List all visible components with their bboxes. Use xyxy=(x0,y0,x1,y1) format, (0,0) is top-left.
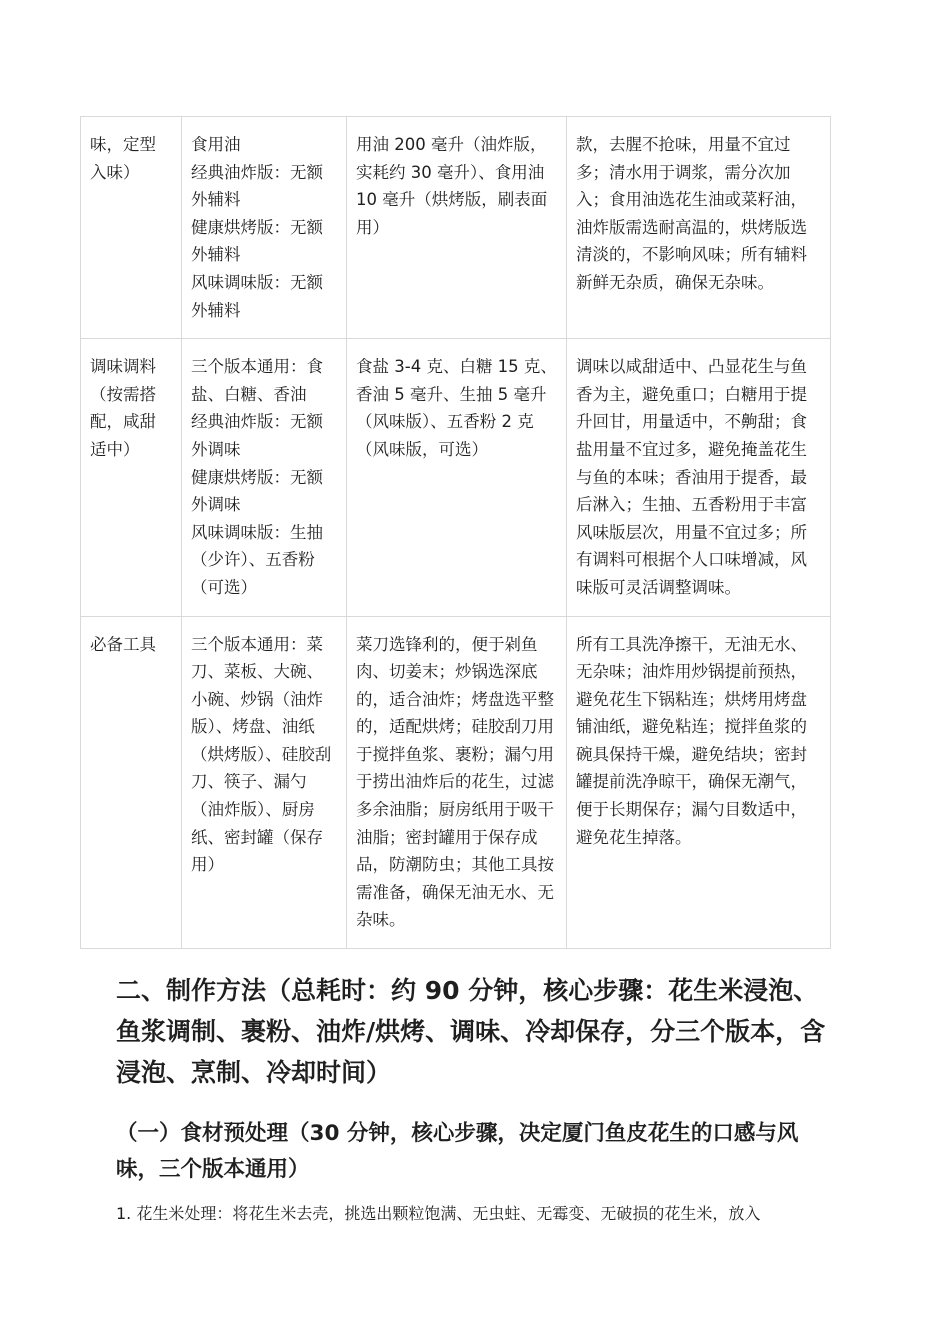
cell-text: 三个版本通用：菜刀、菜板、大碗、小碗、炒锅（油炸版）、烤盘、油纸（烘烤版）、硅胶刮刀、筷子、漏勺（油炸版）、厨房纸、密封罐（保存用） xyxy=(191,634,332,875)
cell-text: 用油 200 毫升（油炸版，实耗约 30 毫升）、食用油 10 毫升（烘烤版，刷表面用） xyxy=(356,135,548,237)
table-cell-ingredients xyxy=(182,117,347,339)
section-heading: 二、制作方法（总耗时：约 90 分钟，核心步骤：花生米浸泡、鱼浆调制、裹粉、油炸/烘烤、调味、冷却保存，分三个版本，含浸泡、烹制、冷却时间） xyxy=(116,976,826,1087)
table-cell-category xyxy=(81,616,182,949)
cell-text: 所有工具洗净擦干，无油无水、无杂味；油炸用炒锅提前预热，避免花生下锅粘连；烘烤用烤盘铺油纸，避免粘连；搅拌鱼浆的碗具保持干燥，避免结块；密封罐提前洗净晾干，确保无潮气，便于长期保存；漏勺目数适中，避免花生掉落。 xyxy=(576,634,807,847)
cell-text: 风味调味版：生抽（少许）、五香粉（可选） xyxy=(191,522,323,597)
table-cell-notes xyxy=(567,339,831,616)
cell-text: 调味以咸甜适中、凸显花生与鱼香为主，避免重口；白糖用于提升回甘，用量适中，不齁甜；食盐用量不宜过多，避免掩盖花生与鱼的本味；香油用于提香，最后淋入；生抽、五香粉用于丰富风味版层次，用量不宜过多；所有调料可根据个人口味增减，风味版可灵活调整调味。 xyxy=(576,357,807,597)
cell-text: 三个版本通用：食盐、白糖、香油 xyxy=(191,357,323,404)
table-cell-amount xyxy=(347,616,567,949)
table-row xyxy=(81,616,831,949)
cell-text: 调味调料（按需搭配，咸甜适中） xyxy=(90,357,156,459)
cell-text: 经典油炸版：无额外调味 xyxy=(191,412,323,459)
step-paragraph: 1. 花生米处理：将花生米去壳，挑选出颗粒饱满、无虫蛀、无霉变、无破损的花生米，放入 xyxy=(116,1204,761,1223)
cell-text: 菜刀选锋利的，便于剁鱼肉、切姜末；炒锅选深底的，适合油炸；烤盘选平整的，适配烘烤；硅胶刮刀用于搅拌鱼浆、裹粉；漏勺用于捞出油炸后的花生，过滤多余油脂；厨房纸用于吸干油脂；密封罐用于保存成品，防潮防虫；其他工具按需准备，确保无油无水、无杂味。 xyxy=(356,634,554,930)
table-cell-amount xyxy=(347,117,567,339)
cell-text: 健康烘烤版：无额外辅料 xyxy=(191,217,323,265)
cell-text: 经典油炸版：无额外辅料 xyxy=(191,162,323,210)
cell-text: 风味调味版：无额外辅料 xyxy=(191,272,323,320)
cell-text: 必备工具 xyxy=(90,634,156,654)
table-cell-notes xyxy=(567,616,831,949)
table-row xyxy=(81,339,831,616)
cell-text: 食盐 3-4 克、白糖 15 克、香油 5 毫升、生抽 5 毫升（风味版）、五香粉 2 克（风味版，可选） xyxy=(356,357,557,459)
table-cell-amount xyxy=(347,339,567,616)
cell-text: 款，去腥不抢味，用量不宜过多；清水用于调浆，需分次加入；食用油选花生油或菜籽油，油炸版需选耐高温的，烘烤版选清淡的，不影响风味；所有辅料新鲜无杂质，确保无杂味。 xyxy=(576,135,807,292)
table-row xyxy=(81,117,831,339)
table-cell-notes xyxy=(567,117,831,339)
table-cell-category xyxy=(81,339,182,616)
cell-text: 健康烘烤版：无额外调味 xyxy=(191,467,323,515)
table-cell-ingredients xyxy=(182,339,347,616)
cell-text: 味，定型入味） xyxy=(90,135,156,182)
table-cell-category xyxy=(81,117,182,339)
sub-heading: （一）食材预处理（30 分钟，核心步骤，决定厦门鱼皮花生的口感与风味，三个版本通用） xyxy=(116,1121,799,1182)
ingredients-table xyxy=(80,116,831,949)
cell-text: 食用油 xyxy=(191,135,241,154)
table-cell-ingredients xyxy=(182,616,347,949)
